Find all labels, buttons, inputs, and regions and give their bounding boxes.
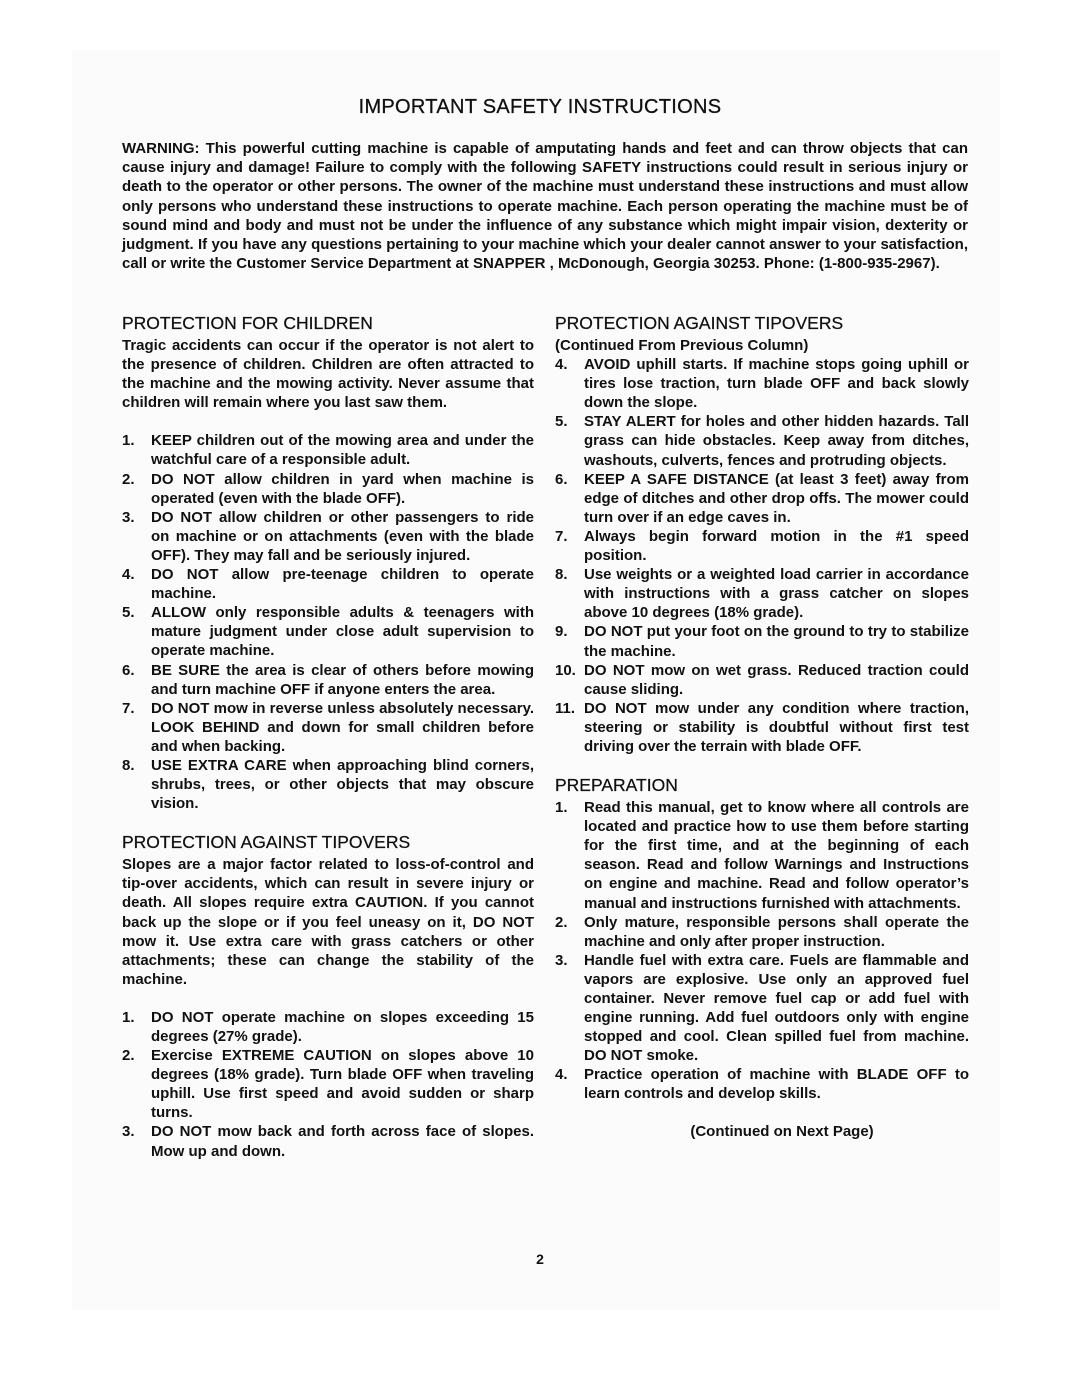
list-item bbox=[122, 1046, 534, 1122]
item-text: Read this manual, get to know where all controls are located and practice how to use them before starting for the first time, and at the beginning of each season. Read and follow Warnings and Instructions on engine and machine. Read and follow operator’s manual and instructions furnished with attachments. bbox=[584, 799, 969, 912]
list-item bbox=[555, 355, 969, 412]
section-heading: PROTECTION AGAINST TIPOVERS bbox=[555, 313, 844, 333]
list-item bbox=[122, 756, 534, 813]
item-text: DO NOT put your foot on the ground to try to stabilize the machine. bbox=[584, 623, 969, 660]
item-number: 1. bbox=[555, 799, 568, 817]
item-number: 10. bbox=[555, 661, 576, 679]
item-text: BE SURE the area is clear of others before mowing and turn machine OFF if anyone enters the area. bbox=[151, 661, 534, 698]
list-item bbox=[555, 527, 969, 565]
item-number: 7. bbox=[555, 527, 568, 545]
item-number: 4. bbox=[122, 566, 135, 584]
item-text: DO NOT allow children or other passengers to ride on machine or on attachments (even with the blade OFF). They may fall and be seriously injured. bbox=[151, 508, 534, 564]
list-item bbox=[555, 622, 969, 660]
section-heading: PREPARATION bbox=[555, 775, 678, 796]
item-text: KEEP children out of the mowing area and under the watchful care of a responsible adult. bbox=[151, 432, 534, 469]
continued-subtitle: (Continued From Previous Column) bbox=[555, 337, 809, 354]
item-text: DO NOT mow under any condition where traction, steering or stability is doubtful without first test driving over the terrain with blade OFF. bbox=[584, 699, 969, 755]
list-item bbox=[555, 661, 969, 699]
item-number: 3. bbox=[122, 508, 135, 526]
list-item bbox=[555, 798, 969, 913]
list-item bbox=[555, 412, 969, 469]
item-number: 7. bbox=[122, 699, 135, 717]
section-protection-for-children bbox=[122, 312, 534, 813]
item-number: 5. bbox=[122, 604, 135, 622]
item-text: STAY ALERT for holes and other hidden hazards. Tall grass can hide obstacles. Keep away from ditches, washouts, culverts, fences and protruding objects. bbox=[584, 413, 969, 469]
list-item bbox=[555, 913, 969, 951]
list-item bbox=[555, 699, 969, 756]
item-number: 1. bbox=[122, 1008, 135, 1026]
left-column bbox=[122, 312, 534, 1161]
section-preparation bbox=[555, 774, 969, 1140]
list-item bbox=[122, 508, 534, 565]
item-number: 5. bbox=[555, 413, 568, 431]
list-item bbox=[555, 470, 969, 527]
numbered-list bbox=[122, 1008, 534, 1161]
section-heading: PROTECTION AGAINST TIPOVERS bbox=[122, 832, 411, 853]
list-item bbox=[555, 951, 969, 1066]
list-item bbox=[122, 1122, 534, 1160]
list-item bbox=[122, 1008, 534, 1046]
item-number: 4. bbox=[555, 1066, 568, 1084]
item-text: AVOID uphill starts. If machine stops going uphill or tires lose traction, turn blade OFF and back slowly down the slope. bbox=[584, 356, 969, 412]
section-heading: PROTECTION FOR CHILDREN bbox=[122, 313, 373, 333]
continued-note: (Continued on Next Page) bbox=[690, 1122, 874, 1140]
item-number: 6. bbox=[555, 470, 568, 488]
item-text: ALLOW only responsible adults & teenagers with mature judgment under close adult supervision to operate machine. bbox=[151, 604, 534, 660]
list-item bbox=[555, 1065, 969, 1103]
list-item bbox=[122, 661, 534, 699]
item-text: DO NOT allow children in yard when machine is operated (even with the blade OFF). bbox=[151, 470, 534, 507]
item-number: 3. bbox=[555, 951, 568, 969]
page-number: 2 bbox=[536, 1251, 544, 1267]
numbered-list bbox=[122, 431, 534, 813]
list-item bbox=[122, 603, 534, 660]
warning-paragraph: WARNING: This powerful cutting machine is capable of amputating hands and feet and can throw objects that can cause injury and damage! Failure to comply with the following SAFETY instructions could result in serious injury or death to the operator or other persons. The owner of the machine must understand these instructions and must allow only persons who understand these instructions to operate machine. Each person operating the machine must be of sound mind and body and must not be under the influence of any substance which might impair vision, dexterity or judgment. If you have any questions pertaining to your machine which your dealer cannot answer to your satisfaction, call or write the Customer Service Department at SNAPPER , McDonough, Georgia 30253. Phone: (1-800-935-2967). bbox=[122, 140, 968, 273]
item-text: DO NOT mow in reverse unless absolutely necessary. LOOK BEHIND and down for small children before and when backing. bbox=[151, 699, 534, 755]
item-number: 8. bbox=[555, 566, 568, 584]
item-text: Handle fuel with extra care. Fuels are flammable and vapors are explosive. Use only an approved fuel container. Never remove fuel cap or add fuel with engine running. Add fuel outdoors only with engine stopped and cool. Clean spilled fuel from machine. DO NOT smoke. bbox=[584, 951, 969, 1065]
page-title: IMPORTANT SAFETY INSTRUCTIONS bbox=[358, 96, 722, 118]
item-number: 2. bbox=[122, 470, 135, 488]
section-protection-against-tipovers-continued bbox=[555, 312, 969, 756]
item-number: 2. bbox=[122, 1047, 135, 1065]
numbered-list bbox=[555, 355, 969, 756]
item-text: Practice operation of machine with BLADE OFF to learn controls and develop skills. bbox=[584, 1066, 969, 1103]
item-number: 3. bbox=[122, 1123, 135, 1141]
item-text: USE EXTRA CARE when approaching blind corners, shrubs, trees, or other objects that may obscure vision. bbox=[151, 756, 534, 813]
item-number: 11. bbox=[555, 699, 576, 717]
item-number: 6. bbox=[122, 661, 135, 679]
item-text: DO NOT mow back and forth across face of slopes. Mow up and down. bbox=[151, 1123, 534, 1160]
section-intro: Tragic accidents can occur if the operator is not alert to the presence of children. Children are often attracted to the machine and the mowing activity. Never assume that children will remain where you last saw them. bbox=[122, 337, 534, 412]
item-text: Exercise EXTREME CAUTION on slopes above 10 degrees (18% grade). Turn blade OFF when traveling uphill. Use first speed and avoid sudden or sharp turns. bbox=[151, 1047, 534, 1122]
item-number: 8. bbox=[122, 756, 135, 774]
item-text: DO NOT operate machine on slopes exceeding 15 degrees (27% grade). bbox=[151, 1008, 534, 1045]
list-item bbox=[555, 565, 969, 622]
list-item bbox=[122, 565, 534, 603]
item-text: DO NOT mow on wet grass. Reduced traction could cause sliding. bbox=[584, 661, 969, 698]
right-column bbox=[555, 312, 969, 1140]
list-item bbox=[122, 470, 534, 508]
section-protection-against-tipovers bbox=[122, 831, 534, 1160]
list-item bbox=[122, 699, 534, 756]
item-number: 2. bbox=[555, 913, 568, 931]
item-text: DO NOT allow pre-teenage children to operate machine. bbox=[151, 566, 534, 603]
item-number: 1. bbox=[122, 432, 135, 450]
item-text: Only mature, responsible persons shall operate the machine and only after proper instruction. bbox=[584, 913, 969, 950]
item-text: Always begin forward motion in the #1 speed position. bbox=[584, 527, 969, 565]
item-number: 4. bbox=[555, 356, 568, 374]
item-number: 9. bbox=[555, 623, 568, 641]
list-item bbox=[122, 431, 534, 469]
item-text: Use weights or a weighted load carrier in accordance with instructions with a grass catcher on slopes above 10 degrees (18% grade). bbox=[584, 566, 969, 622]
item-text: KEEP A SAFE DISTANCE (at least 3 feet) away from edge of ditches and other drop offs. The mower could turn over if an edge caves in. bbox=[584, 470, 969, 526]
numbered-list bbox=[555, 798, 969, 1104]
section-intro: Slopes are a major factor related to loss-of-control and tip-over accidents, which can result in severe injury or death. All slopes require extra CAUTION. If you cannot back up the slope or if you feel uneasy on it, DO NOT mow it. Use extra care with grass catchers or other attachments; these can change the stability of the machine. bbox=[122, 856, 534, 988]
